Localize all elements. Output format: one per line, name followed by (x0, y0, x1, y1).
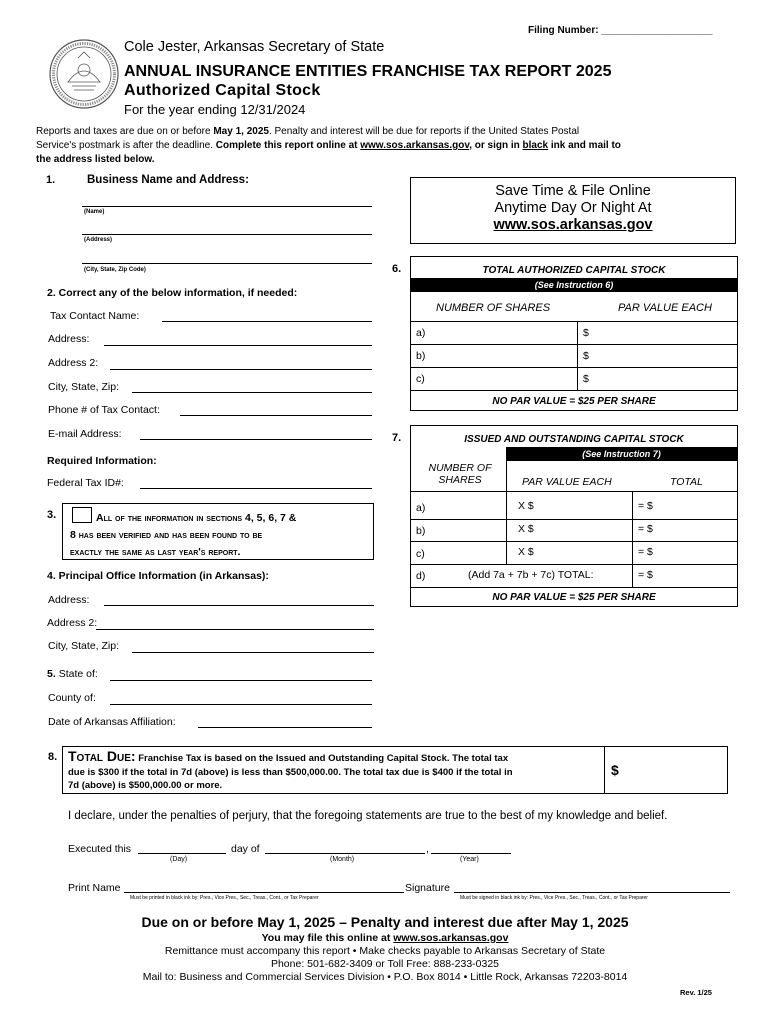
revision: Rev. 1/25 (680, 988, 712, 997)
month-caption: (Month) (330, 856, 355, 863)
file-online-line2: Anytime Day Or Night At (494, 200, 652, 216)
address-2-label: Address: (48, 333, 90, 345)
phone: Phone: 501-682-3409 or Toll Free: 888-233-0325 (270, 958, 500, 970)
principal-address2-label: Address 2: (47, 617, 98, 629)
arkansas-seal-icon (48, 38, 120, 110)
s6-col-shares: NUMBER OF SHARES (436, 302, 551, 314)
declaration: I declare, under the penalties of perjury, that the foregoing statements are true to the best of my knowledge and belief. (68, 810, 668, 822)
report-subtitle: Authorized Capital Stock (124, 82, 321, 99)
section-6-number: 6. (392, 263, 402, 275)
principal-city-label: City, State, Zip: (48, 640, 119, 652)
signature-label: Signature (405, 882, 450, 894)
principal-address-label: Address: (48, 594, 90, 606)
business-name-field[interactable] (82, 206, 372, 207)
s7-row-c-total[interactable]: = $ (638, 546, 653, 558)
address-label: (Address) (84, 237, 113, 243)
s6-col-par: PAR VALUE EACH (618, 302, 712, 314)
state-of-field[interactable] (110, 680, 372, 681)
section-1-title: Business Name and Address: (87, 174, 249, 186)
contact-address-field[interactable] (104, 345, 372, 346)
file-online-line1: Save Time & File Online (495, 183, 651, 199)
intro-text: Reports and taxes are due on or before May 1, 2025. Penalty and interest will be due for reports if the United States Postal Service's postmark is after the deadline. Complete this report online at www.sos.arkansas.gov, or sign in black ink and mail to the address listed below. (36, 126, 621, 165)
s7-row-a-label: a) (416, 502, 426, 514)
section-7-title: ISSUED AND OUTSTANDING CAPITAL STOCK (464, 434, 684, 445)
section-6-title: TOTAL AUTHORIZED CAPITAL STOCK (482, 265, 666, 276)
s6-row-b-value[interactable]: $ (583, 350, 589, 362)
county-label: County of: (48, 692, 96, 704)
county-field[interactable] (110, 704, 372, 705)
s6-row-c-value[interactable]: $ (583, 373, 589, 385)
executed-day-field[interactable] (138, 853, 226, 854)
s7-row-d-total[interactable]: = $ (638, 569, 653, 581)
section-5-state: 5. State of: (47, 668, 98, 680)
phone-label: Phone # of Tax Contact: (48, 404, 160, 416)
s6-row-a-label: a) (416, 327, 426, 339)
remittance: Remittance must accompany this report • Make checks payable to Arkansas Secretary of State (164, 945, 606, 957)
s7-row-b-total[interactable]: = $ (638, 523, 653, 535)
section-1-number: 1. (46, 174, 56, 186)
tax-contact-label: Tax Contact Name: (50, 310, 140, 322)
year-caption: (Year) (460, 856, 479, 863)
s7-row-b-par[interactable]: X $ (518, 523, 534, 535)
email-field[interactable] (140, 439, 372, 440)
due-date-banner: Due on or before May 1, 2025 – Penalty and interest due after May 1, 2025 (141, 914, 629, 930)
section-8-number: 8. (48, 751, 58, 763)
section-6-instruction: (See Instruction 6) (411, 278, 737, 292)
s7-row-d-text: (Add 7a + 7b + 7c) TOTAL: (468, 569, 594, 581)
section-3-text: All of the information in sections 4, 5, 6, 7 & 8 has been verified and has been found to be exactly the same as last year's report. (70, 512, 297, 558)
principal-address-field[interactable] (104, 605, 374, 606)
print-name-note: Must be printed in black ink by: Pres., Vice Pres., Sec., Treas., Cont., or Tax Preparer (130, 895, 319, 901)
print-name-field[interactable] (124, 892, 404, 893)
affiliation-date-field[interactable] (198, 727, 372, 728)
principal-city-field[interactable] (132, 652, 374, 653)
principal-address2-field[interactable] (96, 629, 374, 630)
s7-row-d-label: d) (416, 570, 426, 582)
executed-year-field[interactable] (431, 853, 511, 854)
file-online-link[interactable]: www.sos.arkansas.gov (493, 217, 653, 233)
required-info: Required Information: (47, 455, 157, 467)
year-ending: For the year ending 12/31/2024 (124, 102, 306, 117)
report-title: ANNUAL INSURANCE ENTITIES FRANCHISE TAX REPORT 2025 (124, 63, 612, 80)
phone-field[interactable] (180, 415, 372, 416)
section-7-instruction: (See Instruction 7) (506, 447, 737, 461)
affiliation-date-label: Date of Arkansas Affiliation: (48, 716, 176, 728)
filing-number: Filing Number: ____________________ (528, 25, 713, 36)
name-label: (Name) (84, 209, 105, 215)
executed-this: Executed this (68, 843, 132, 855)
address2-label: Address 2: (48, 357, 99, 369)
s7-row-b-label: b) (416, 525, 426, 537)
s7-col-total: TOTAL (670, 476, 703, 488)
total-due-amount[interactable]: $ (611, 762, 619, 778)
file-online-footer: You may file this online at www.sos.arkansas.gov (261, 932, 509, 944)
print-name-label: Print Name (68, 882, 121, 894)
contact-address2-field[interactable] (110, 369, 372, 370)
day-of: day of (231, 843, 260, 855)
email-label: E-mail Address: (48, 428, 122, 440)
s7-col-shares: NUMBER OF SHARES (428, 462, 492, 486)
s7-row-c-par[interactable]: X $ (518, 546, 534, 558)
section-4-title: 4. Principal Office Information (in Arkansas): (47, 570, 269, 582)
s7-footer: NO PAR VALUE = $25 PER SHARE (492, 592, 656, 603)
sos-link[interactable]: www.sos.arkansas.gov (360, 140, 470, 151)
s6-row-c-label: c) (416, 373, 425, 385)
s7-row-c-label: c) (416, 548, 425, 560)
section-3-number: 3. (47, 509, 57, 521)
city-label: (City, State, Zip Code) (84, 267, 146, 273)
section-7-number: 7. (392, 432, 402, 444)
business-city-field[interactable] (82, 263, 372, 264)
tax-id-label: Federal Tax ID#: (47, 477, 124, 489)
signature-note: Must be signed in black ink by: Pres., Vice Pres., Sec., Treas., Cont., or Tax Preparer (460, 895, 648, 901)
file-online-box (410, 177, 736, 244)
comma: , (426, 843, 429, 855)
mail-to: Mail to: Business and Commercial Services Division • P.O. Box 8014 • Little Rock, Arkansas 72203-8014 (142, 971, 628, 983)
section-2-title: 2. Correct any of the below information, if needed: (47, 287, 298, 299)
s7-col-par: PAR VALUE EACH (522, 476, 612, 488)
secretary-name: Cole Jester, Arkansas Secretary of State (124, 39, 385, 55)
tax-contact-field[interactable] (162, 321, 372, 322)
business-address-field[interactable] (82, 234, 372, 235)
s7-row-a-total[interactable]: = $ (638, 500, 653, 512)
contact-city-field[interactable] (132, 392, 372, 393)
city-state-zip-label: City, State, Zip: (48, 381, 119, 393)
day-caption: (Day) (170, 856, 188, 863)
s6-row-a-value[interactable]: $ (583, 327, 589, 339)
section-8-text: Total Due: Franchise Tax is based on the Issued and Outstanding Capital Stock. The total tax due is $300 if the total in 7d (above) is less than $500,000.00. The total tax due is $400 if the total in 7d (above) is $500,000.00 or more. (68, 748, 513, 791)
s6-row-b-label: b) (416, 350, 426, 362)
tax-id-field[interactable] (140, 488, 372, 489)
signature-field[interactable] (454, 892, 730, 893)
s7-row-a-par[interactable]: X $ (518, 500, 534, 512)
footer-sos-link[interactable]: www.sos.arkansas.gov (393, 932, 509, 944)
s6-footer: NO PAR VALUE = $25 PER SHARE (492, 396, 656, 407)
executed-month-field[interactable] (265, 853, 425, 854)
